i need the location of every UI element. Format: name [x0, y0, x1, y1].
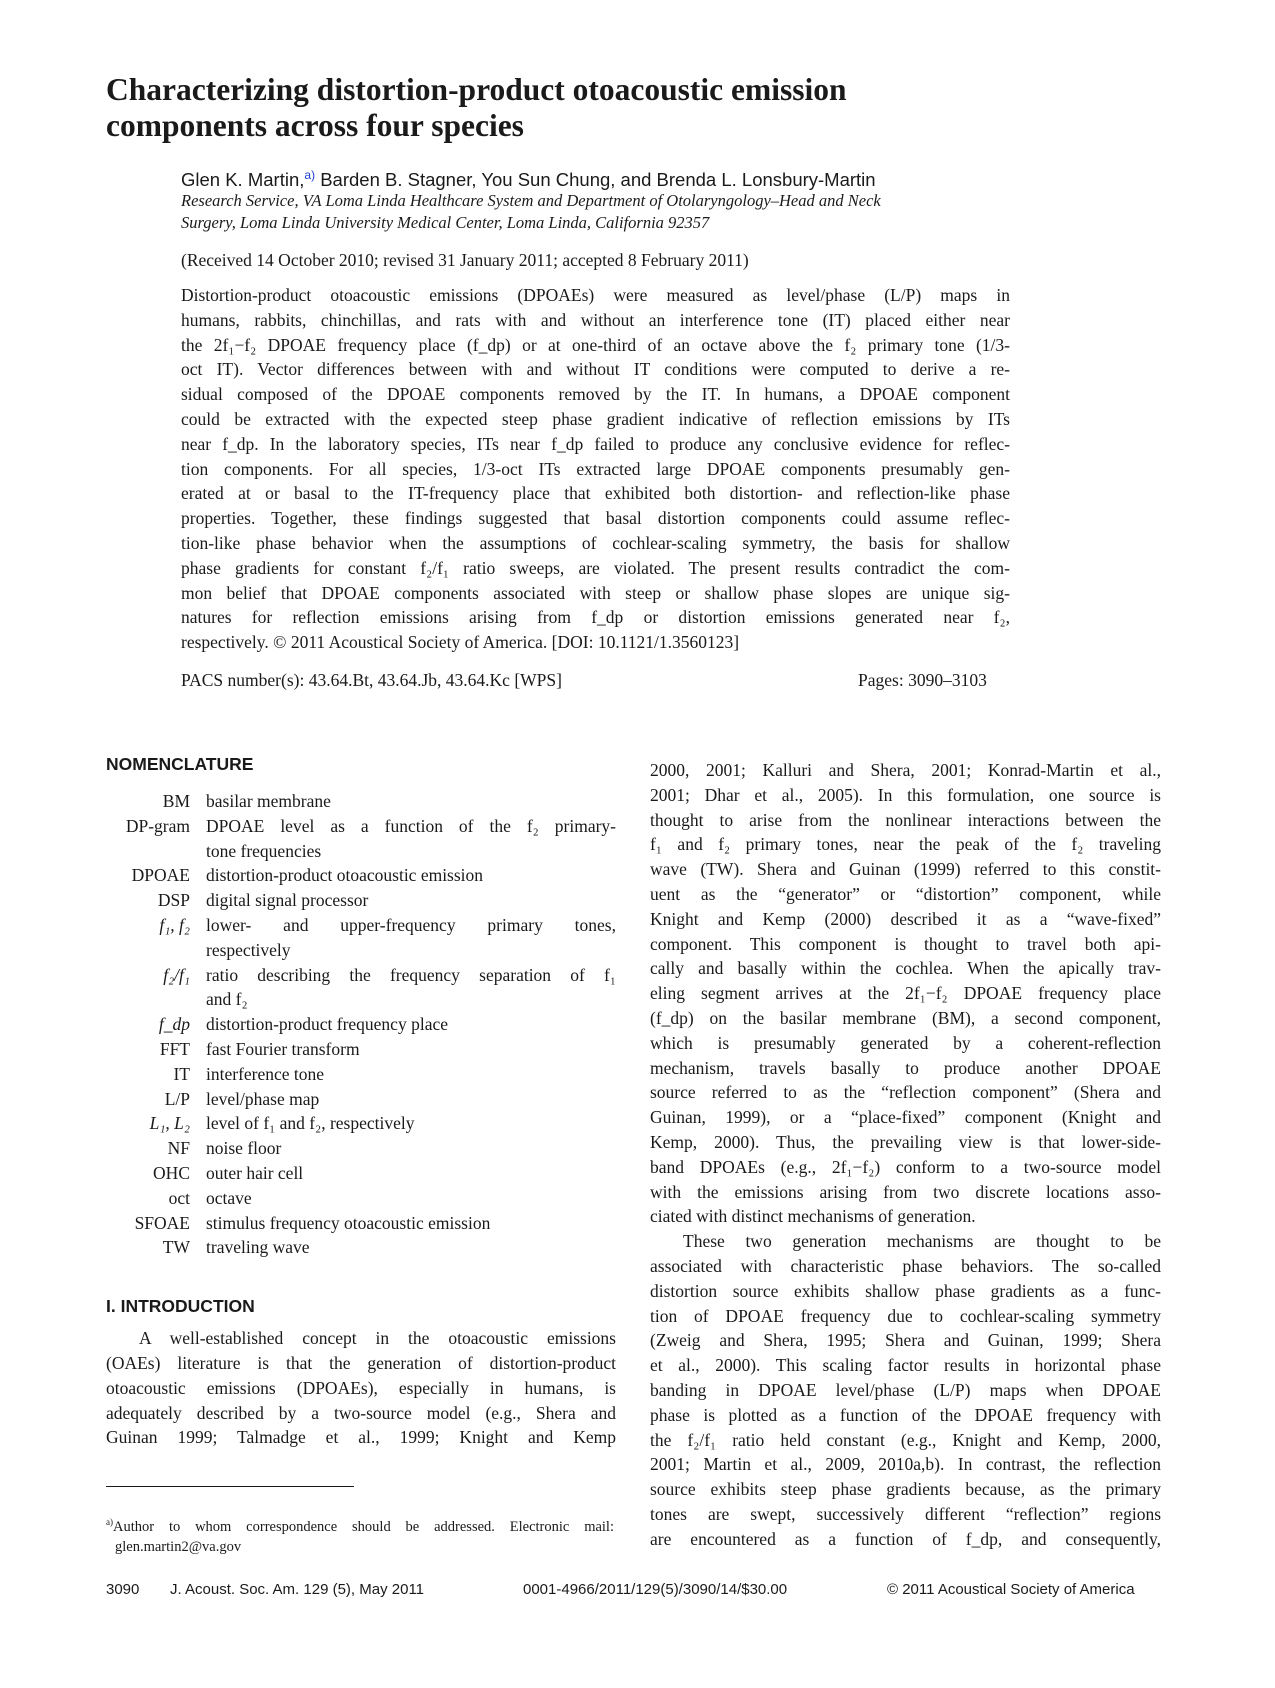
article-title	[106, 72, 1166, 144]
nomenclature-def: stimulus frequency otoacoustic emission	[206, 1212, 491, 1233]
body-line: 2001; Martin et al., 2009, 2010a,b). In contrast, the reflection	[650, 1454, 1161, 1475]
title-line: components across four species	[106, 108, 524, 143]
footnote-mark: a)	[106, 1517, 113, 1527]
nomenclature-abbr: DP-gram	[125, 815, 190, 836]
abstract-line: phase gradients for constant f₂/f₁ ratio sweeps, are violated. The present results contradict the com-	[181, 557, 1010, 578]
nomenclature-item	[106, 1062, 616, 1087]
nomenclature-def: tone frequencies	[206, 840, 322, 861]
affiliation-line: Research Service, VA Loma Linda Healthcare System and Department of Otolaryngology–Head and Neck	[181, 191, 881, 210]
footnote-email[interactable]: glen.martin2@va.gov	[115, 1538, 242, 1555]
author-rest: Barden B. Stagner, You Sun Chung, and Brenda L. Lonsbury-Martin	[315, 169, 876, 191]
body-line: eling segment arrives at the 2f₁−f₂ DPOAE frequency place	[650, 983, 1161, 1004]
nomenclature-item	[106, 963, 616, 1013]
abstract-line: tion-like phase behavior when the assumptions of cochlear-scaling symmetry, the basis for shallow	[181, 532, 1010, 553]
nomenclature-def: distortion-product frequency place	[206, 1014, 448, 1035]
nomenclature-item	[106, 1161, 616, 1186]
footer-journal: J. Acoust. Soc. Am. 129 (5), May 2011	[170, 1581, 425, 1598]
nomenclature-abbr: f_dp	[158, 1014, 190, 1035]
nomenclature-def: fast Fourier transform	[206, 1038, 360, 1059]
body-line: These two generation mechanisms are thought to be	[683, 1231, 1161, 1252]
nomenclature-abbr: SFOAE	[134, 1212, 190, 1233]
nomenclature-item	[106, 1087, 616, 1112]
body-line: mechanism, travels basally to produce another DPOAE	[650, 1057, 1161, 1078]
nomenclature-def: level/phase map	[206, 1088, 320, 1109]
title-line: Characterizing distortion-product otoacoustic emission	[106, 72, 847, 107]
nomenclature-abbr: FFT	[159, 1038, 190, 1059]
body-line: band DPOAEs (e.g., 2f₁−f₂) conform to a two-source model	[650, 1156, 1161, 1177]
nomenclature-def: traveling wave	[206, 1237, 310, 1258]
body-line: (f_dp) on the basilar membrane (BM), a second component,	[650, 1007, 1161, 1028]
body-line: source exhibits steep phase gradients because, as the primary	[650, 1479, 1161, 1500]
abstract-line: tion components. For all species, 1/3-oct ITs extracted large DPOAE components presumably gen-	[181, 458, 1010, 479]
nomenclature-item	[106, 863, 616, 888]
nomenclature-abbr: DPOAE	[131, 865, 190, 886]
nomenclature-item	[106, 1012, 616, 1037]
body-line: the f₂/f₁ ratio held constant (e.g., Knight and Kemp, 2000,	[650, 1429, 1161, 1450]
body-line: Kemp, 2000). Thus, the prevailing view is that lower-side-	[650, 1131, 1161, 1152]
page-range: Pages: 3090–3103	[858, 670, 987, 690]
nomenclature-item	[106, 1235, 616, 1260]
abstract-line: sidual composed of the DPOAE components removed by the IT. In humans, a DPOAE component	[181, 384, 1010, 405]
nomenclature-abbr: IT	[173, 1063, 190, 1084]
footer-page-number: 3090	[106, 1581, 140, 1598]
footer-article-code: 0001-4966/2011/129(5)/3090/14/$30.00	[523, 1581, 788, 1598]
intro-line: otoacoustic emissions (DPOAEs), especially in humans, is	[106, 1377, 616, 1398]
nomenclature-def: noise floor	[206, 1138, 282, 1159]
body-line: 2001; Dhar et al., 2005). In this formulation, one source is	[650, 784, 1161, 805]
body-line: source referred to as the “reflection component” (Shera and	[650, 1082, 1161, 1103]
nomenclature-item	[106, 789, 616, 814]
nomenclature-item	[106, 913, 616, 963]
intro-line: Guinan 1999; Talmadge et al., 1999; Knight and Kemp	[106, 1427, 616, 1448]
body-line: et al., 2000). This scaling factor results in horizontal phase	[650, 1355, 1161, 1376]
body-line: component. This component is thought to travel both api-	[650, 933, 1161, 954]
abstract-line: the 2f₁−f₂ DPOAE frequency place (f_dp) or at one-third of an octave above the f₂ primary tone (1/3-	[181, 334, 1010, 355]
footnote	[106, 1512, 614, 1557]
body-line: banding in DPOAE level/phase (L/P) maps when DPOAE	[650, 1379, 1161, 1400]
abstract-line: humans, rabbits, chinchillas, and rats with and without an interference tone (IT) placed either near	[181, 309, 1010, 330]
abstract-line: natures for reflection emissions arising from f_dp or distortion emissions generated near f₂,	[181, 607, 1010, 628]
introduction-text	[106, 1326, 616, 1450]
nomenclature-abbr: TW	[162, 1237, 190, 1258]
abstract-line: Distortion-product otoacoustic emissions (DPOAEs) were measured as level/phase (L/P) maps in	[181, 285, 1010, 305]
body-line: (Zweig and Shera, 1995; Shera and Guinan, 1999; Shera	[650, 1330, 1161, 1351]
nomenclature-item	[106, 1111, 616, 1136]
abstract-line: could be extracted with the expected steep phase gradient indicative of reflection emissions by ITs	[181, 408, 1010, 429]
nomenclature-abbr: oct	[168, 1187, 190, 1208]
abstract-line: mon belief that DPOAE components associated with steep or shallow phase slopes are unique sig-	[181, 582, 1010, 603]
author-list	[181, 164, 876, 191]
body-line: tion of DPOAE frequency due to cochlear-scaling symmetry	[650, 1305, 1161, 1326]
nomenclature-abbr: f₂/f₁	[163, 964, 190, 985]
intro-line: A well-established concept in the otoacoustic emissions	[139, 1328, 616, 1349]
abstract-line: respectively. © 2011 Acoustical Society of America. [DOI: 10.1121/1.3560123]	[181, 632, 740, 653]
nomenclature-abbr: f₁, f₂	[159, 914, 190, 935]
body-line: Guinan, 1999), or a “place-fixed” component (Knight and	[650, 1107, 1161, 1128]
nomenclature-item	[106, 888, 616, 913]
body-line: cally and basally within the cochlea. When the apically trav-	[650, 958, 1161, 979]
nomenclature-def: level of f₁ and f₂, respectively	[206, 1113, 415, 1134]
affiliation-line: Surgery, Loma Linda University Medical Center, Loma Linda, California 92357	[181, 213, 710, 232]
nomenclature-def: basilar membrane	[206, 791, 331, 811]
author-first: Glen K. Martin,	[181, 169, 305, 191]
nomenclature-abbr: NF	[167, 1138, 190, 1159]
introduction-heading: I. INTRODUCTION	[106, 1296, 255, 1317]
nomenclature-abbr: DSP	[157, 890, 190, 911]
nomenclature-def: respectively	[206, 939, 291, 960]
body-line: thought to arise from the nonlinear interactions between the	[650, 809, 1161, 830]
body-line: Knight and Kemp (2000) described it as a “wave-fixed”	[650, 908, 1161, 929]
body-line: f₁ and f₂ primary tones, near the peak of the f₂ traveling	[650, 834, 1161, 855]
nomenclature-abbr: OHC	[153, 1162, 190, 1183]
left-column	[106, 753, 616, 1450]
right-column	[650, 758, 1161, 1552]
nomenclature-item	[106, 1186, 616, 1211]
pacs-numbers: PACS number(s): 43.64.Bt, 43.64.Jb, 43.64.Kc [WPS]	[181, 670, 562, 690]
nomenclature-def: lower- and upper-frequency primary tones,	[206, 914, 616, 935]
nomenclature-def: outer hair cell	[206, 1162, 304, 1183]
author-footnote-mark[interactable]: a)	[304, 168, 316, 182]
body-line: distortion source exhibits shallow phase gradients as a func-	[650, 1280, 1161, 1301]
nomenclature-def: digital signal processor	[206, 890, 369, 911]
nomenclature-item	[106, 1211, 616, 1236]
nomenclature-abbr: BM	[162, 791, 190, 811]
nomenclature-abbr: L₁, L₂	[149, 1113, 190, 1134]
body-line: are encountered as a function of f_dp, and consequently,	[650, 1528, 1161, 1549]
body-line: tones are swept, successively different “reflection” regions	[650, 1503, 1161, 1524]
intro-line: adequately described by a two-source model (e.g., Shera and	[106, 1402, 616, 1423]
intro-line: (OAEs) literature is that the generation of distortion-product	[106, 1352, 616, 1373]
nomenclature-list	[106, 789, 616, 1260]
body-line: which is presumably generated by a coherent-reflection	[650, 1032, 1161, 1053]
nomenclature-item	[106, 1037, 616, 1062]
affiliation	[181, 190, 1011, 234]
nomenclature-heading: NOMENCLATURE	[106, 754, 254, 774]
footer-copyright: © 2011 Acoustical Society of America	[887, 1581, 1135, 1598]
body-line: 2000, 2001; Kalluri and Shera, 2001; Konrad-Martin et al.,	[650, 760, 1161, 780]
nomenclature-item	[106, 1136, 616, 1161]
nomenclature-def: octave	[206, 1187, 252, 1208]
nomenclature-def: ratio describing the frequency separation of f₁	[206, 964, 616, 985]
nomenclature-abbr: L/P	[164, 1088, 190, 1109]
nomenclature-item	[106, 814, 616, 864]
nomenclature-def: DPOAE level as a function of the f₂ primary-	[206, 815, 616, 836]
abstract-line: properties. Together, these findings suggested that basal distortion components could assume reflec-	[181, 508, 1010, 529]
abstract-line: erated at or basal to the IT-frequency place that exhibited both distortion- and reflection-like phase	[181, 483, 1010, 504]
footnote-line: Author to whom correspondence should be addressed. Electronic mail:	[113, 1518, 614, 1535]
body-line: associated with characteristic phase behaviors. The so-called	[650, 1255, 1161, 1276]
abstract-line: oct IT). Vector differences between with and without IT conditions were computed to derive a re-	[181, 359, 1010, 380]
abstract-line: near f_dp. In the laboratory species, ITs near f_dp failed to produce any conclusive evidence for reflec-	[181, 433, 1010, 454]
body-line: with the emissions arising from two discrete locations asso-	[650, 1181, 1161, 1202]
body-line: wave (TW). Shera and Guinan (1999) referred to this constit-	[650, 859, 1161, 880]
nomenclature-def: distortion-product otoacoustic emission	[206, 865, 484, 886]
body-line: ciated with distinct mechanisms of generation.	[650, 1206, 976, 1227]
body-line: phase is plotted as a function of the DPOAE frequency with	[650, 1404, 1161, 1425]
body-line: uent as the “generator” or “distortion” component, while	[650, 883, 1161, 904]
footnote-divider	[106, 1486, 354, 1487]
nomenclature-def: and f₂	[206, 989, 248, 1010]
nomenclature-def: interference tone	[206, 1063, 325, 1084]
abstract	[181, 283, 1010, 655]
received-dates: (Received 14 October 2010; revised 31 January 2011; accepted 8 February 2011)	[181, 250, 749, 270]
